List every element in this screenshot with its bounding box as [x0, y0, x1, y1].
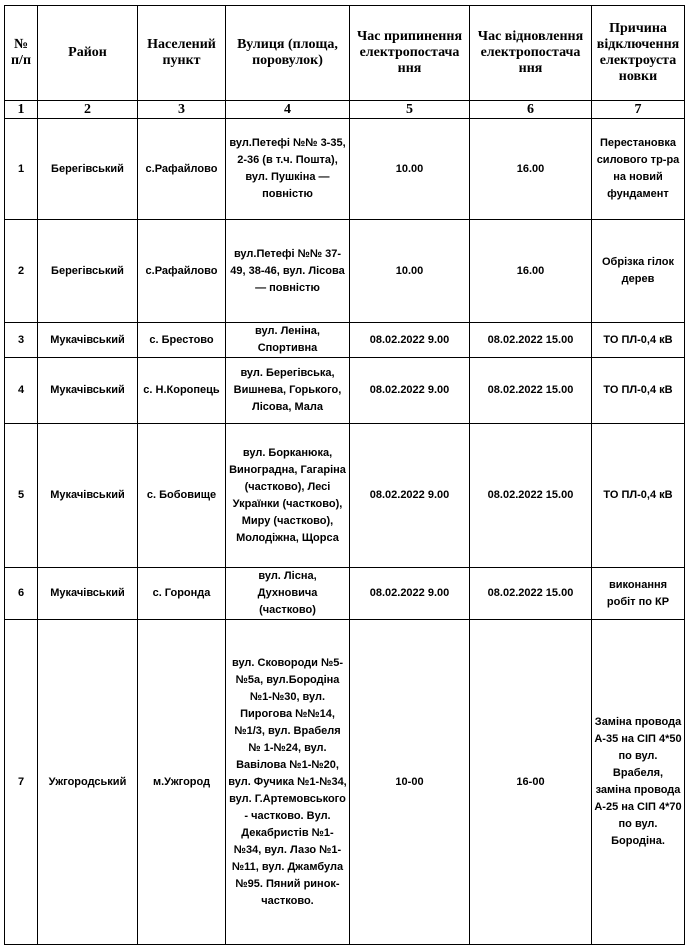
street-cell: вул. Сковороди №5-№5а, вул.Бородіна №1-№30, вул. Пирогова №№14, №1/3, вул. Врабеля № 1-№24, вул. Вавілова №1-№20, вул. Фучика №1-№34, вул. Г.Артемовського - частково. Вул. Декабристів №1-№34, вул. Лазо №1-№11, вул. Джамбула №95. Пяний ринок-частково.: [226, 620, 350, 945]
settlement-cell: с. Бобовище: [138, 424, 226, 568]
row-number: 3: [5, 323, 38, 358]
column-number: 3: [138, 101, 226, 119]
table-row: [5, 620, 685, 945]
district-cell: Мукачівський: [38, 424, 138, 568]
settlement-cell: с. Горонда: [138, 568, 226, 620]
outage-end-cell: 16.00: [470, 220, 592, 323]
outage-end-cell: 16.00: [470, 119, 592, 220]
street-cell: вул.Петефі №№ 37-49, 38-46, вул. Лісова — повністю: [226, 220, 350, 323]
outage-end-cell: 08.02.2022 15.00: [470, 358, 592, 424]
district-cell: Мукачівський: [38, 568, 138, 620]
outage-start-cell: 08.02.2022 9.00: [350, 568, 470, 620]
outage-end-cell: 08.02.2022 15.00: [470, 323, 592, 358]
row-number: 7: [5, 620, 38, 945]
reason-cell: Обрізка гілок дерев: [592, 220, 685, 323]
district-cell: Берегівський: [38, 220, 138, 323]
settlement-cell: с.Рафайлово: [138, 119, 226, 220]
header-outage-end: Час відновлення електропостача ння: [470, 6, 592, 101]
reason-cell: Перестановка силового тр-ра на новий фундамент: [592, 119, 685, 220]
outage-start-cell: 10.00: [350, 119, 470, 220]
row-number: 4: [5, 358, 38, 424]
header-district: Район: [38, 6, 138, 101]
header-outage-start: Час припинення електропостача ння: [350, 6, 470, 101]
settlement-cell: с. Н.Коропець: [138, 358, 226, 424]
column-number: 5: [350, 101, 470, 119]
district-cell: Ужгородський: [38, 620, 138, 945]
header-street: Вулиця (площа, поровулок): [226, 6, 350, 101]
table-row: [5, 568, 685, 620]
column-number: 7: [592, 101, 685, 119]
column-number: 2: [38, 101, 138, 119]
settlement-cell: с.Рафайлово: [138, 220, 226, 323]
row-number: 5: [5, 424, 38, 568]
header-number: № п/п: [5, 6, 38, 101]
outage-schedule-table: [4, 5, 685, 945]
table-row: [5, 119, 685, 220]
table-row: [5, 323, 685, 358]
table-row: [5, 358, 685, 424]
district-cell: Берегівський: [38, 119, 138, 220]
reason-cell: ТО ПЛ-0,4 кВ: [592, 424, 685, 568]
reason-cell: ТО ПЛ-0,4 кВ: [592, 323, 685, 358]
district-cell: Мукачівський: [38, 358, 138, 424]
row-number: 6: [5, 568, 38, 620]
column-number: 4: [226, 101, 350, 119]
column-number: 6: [470, 101, 592, 119]
street-cell: вул. Борканюка, Виноградна, Гагаріна (частково), Лесі Українки (частково), Миру (частково), Молодіжна, Щорса: [226, 424, 350, 568]
street-cell: вул. Берегівська, Вишнева, Горького, Лісова, Мала: [226, 358, 350, 424]
table-row: [5, 424, 685, 568]
outage-start-cell: 10-00: [350, 620, 470, 945]
outage-end-cell: 16-00: [470, 620, 592, 945]
street-cell: вул.Петефі №№ 3-35, 2-36 (в т.ч. Пошта), вул. Пушкіна — повністю: [226, 119, 350, 220]
reason-cell: виконання робіт по КР: [592, 568, 685, 620]
header-row: [5, 6, 685, 101]
header-settlement: Населений пункт: [138, 6, 226, 101]
outage-end-cell: 08.02.2022 15.00: [470, 424, 592, 568]
row-number: 2: [5, 220, 38, 323]
outage-start-cell: 10.00: [350, 220, 470, 323]
street-cell: вул. Леніна, Спортивна: [226, 323, 350, 358]
settlement-cell: м.Ужгород: [138, 620, 226, 945]
reason-cell: Заміна провода А-35 на СІП 4*50 по вул. Врабеля, заміна провода А-25 на СІП 4*70 по вул. Бородіна.: [592, 620, 685, 945]
district-cell: Мукачівський: [38, 323, 138, 358]
reason-cell: ТО ПЛ-0,4 кВ: [592, 358, 685, 424]
column-number-row: [5, 101, 685, 119]
street-cell: вул. Лісна, Духновича (частково): [226, 568, 350, 620]
settlement-cell: с. Брестово: [138, 323, 226, 358]
table-row: [5, 220, 685, 323]
outage-start-cell: 08.02.2022 9.00: [350, 323, 470, 358]
outage-start-cell: 08.02.2022 9.00: [350, 424, 470, 568]
row-number: 1: [5, 119, 38, 220]
column-number: 1: [5, 101, 38, 119]
outage-start-cell: 08.02.2022 9.00: [350, 358, 470, 424]
outage-end-cell: 08.02.2022 15.00: [470, 568, 592, 620]
header-reason: Причина відключення електроуста новки: [592, 6, 685, 101]
